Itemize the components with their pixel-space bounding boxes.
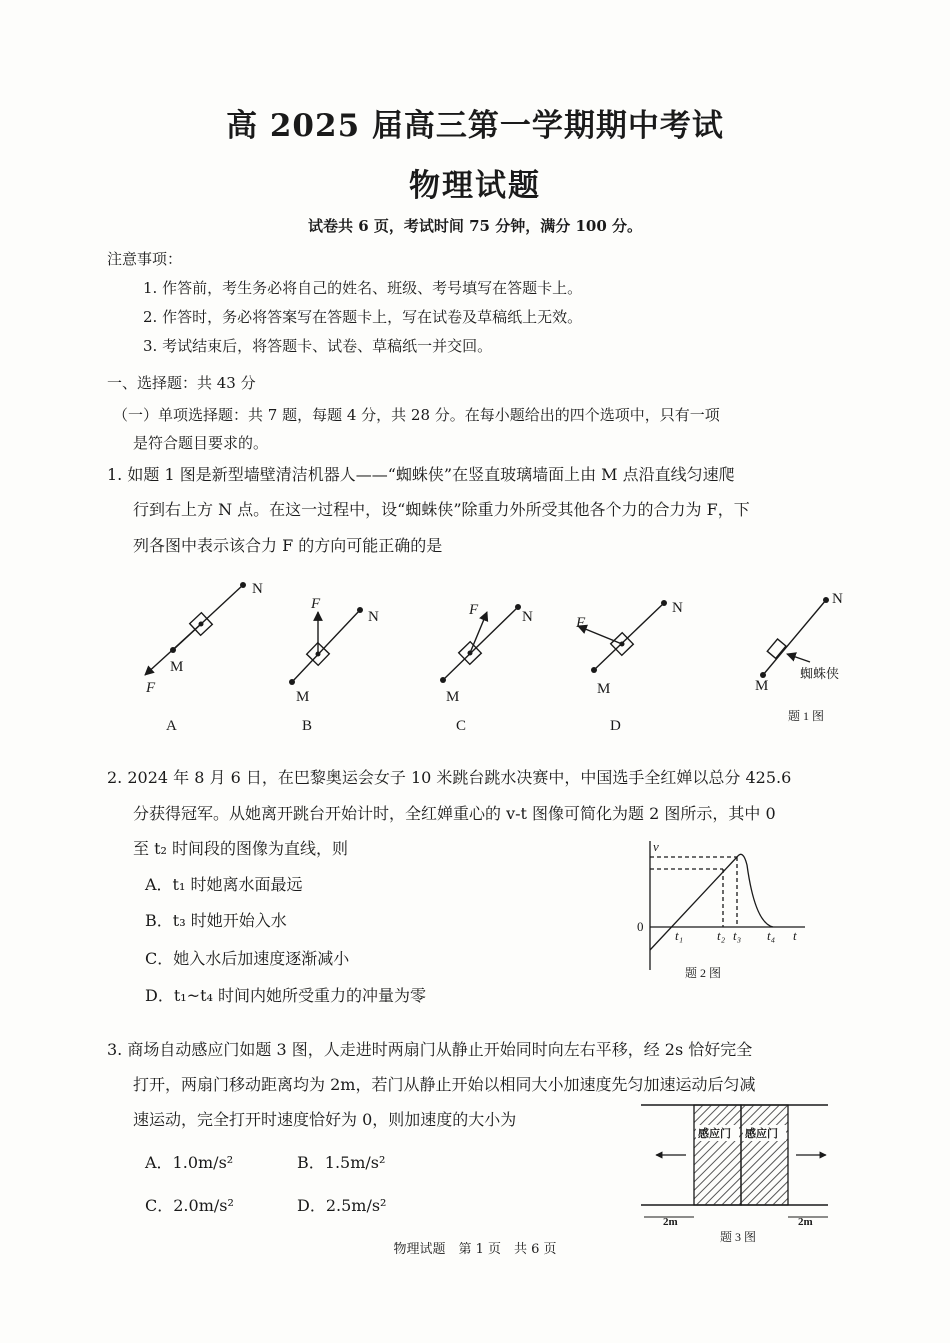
- subject-title: 物理试题: [409, 168, 541, 204]
- q3-option-c: C．2.0m/s²: [145, 1196, 234, 1215]
- q3-door-figure: [636, 1095, 836, 1245]
- page-footer: 物理试题 第 1 页 共 6 页: [393, 1242, 557, 1257]
- notes-heading: 注意事项：: [107, 250, 183, 268]
- section-subheading: （一）单项选择题：共 7 题，每题 4 分，共 28 分。在每小题给出的四个选项中，只有一项: [113, 406, 720, 424]
- q3-text-line: 速运动，完全打开时速度恰好为 0，则加速度的大小为: [133, 1110, 517, 1129]
- figure-1-caption: 题 1 图: [788, 709, 825, 723]
- label-n: N: [368, 609, 379, 625]
- axis-v: v: [653, 839, 659, 854]
- option-b: B: [302, 718, 313, 734]
- right-distance: 2m: [798, 1216, 813, 1228]
- figure-3-caption: 题 3 图: [720, 1230, 757, 1244]
- q1-figures: [0, 570, 950, 740]
- tick-t2: t₂: [717, 928, 726, 943]
- right-door-label: 感应门: [745, 1128, 778, 1140]
- q3-text-line: 打开，两扇门移动距离均为 2m，若门从静止开始以相同大小加速度先匀加速运动后匀减: [133, 1075, 756, 1094]
- q1-text-line: 行到右上方 N 点。在这一过程中，设“蜘蛛侠”除重力外所受其他各个力的合力为 F，下: [133, 500, 750, 519]
- label-m: M: [755, 678, 769, 694]
- figure-1: [763, 600, 826, 675]
- figure-b: [292, 610, 360, 682]
- label-f: F: [311, 596, 321, 612]
- exam-info: 试卷共 6 页，考试时间 75 分钟，满分 100 分。: [308, 217, 642, 235]
- exam-title: 高 2025 届高三第一学期期中考试: [226, 108, 724, 144]
- figure-a: [145, 585, 243, 675]
- figure-d: [578, 603, 664, 670]
- axis-t: t: [793, 928, 797, 943]
- label-spider: 蜘蛛侠: [800, 666, 840, 681]
- tick-t1: t₁: [675, 928, 684, 943]
- option-a: A: [166, 718, 177, 734]
- label-n: N: [252, 581, 263, 597]
- tick-t3: t₃: [733, 928, 742, 943]
- label-m: M: [597, 681, 611, 697]
- q2-option-a: A．t₁ 时她离水面最远: [145, 875, 303, 894]
- figure-2-caption: 题 2 图: [685, 966, 722, 980]
- q3-option-d: D．2.5m/s²: [297, 1196, 387, 1215]
- label-m: M: [446, 689, 460, 705]
- note-item: 1. 作答前，考生务必将自己的姓名、班级、考号填写在答题卡上。: [143, 279, 583, 297]
- q3-text-line: 3. 商场自动感应门如题 3 图，人走进时两扇门从静止开始同时向左右平移，经 2s 恰好完全: [107, 1040, 753, 1059]
- q2-option-b: B．t₃ 时她开始入水: [145, 911, 287, 930]
- q2-text-line: 2. 2024 年 8 月 6 日，在巴黎奥运会女子 10 米跳台跳水决赛中，中国选手全红婵以总分 425.6: [107, 768, 792, 787]
- q1-text-line: 列各图中表示该合力 F 的方向可能正确的是: [133, 536, 443, 555]
- option-c: C: [456, 718, 467, 734]
- label-n: N: [672, 600, 683, 616]
- label-f: F: [576, 615, 586, 631]
- note-item: 3. 考试结束后，将答题卡、试卷、草稿纸一并交回。: [143, 337, 493, 355]
- label-n: N: [832, 591, 843, 607]
- label-m: M: [170, 659, 184, 675]
- left-door-label: 感应门: [698, 1128, 731, 1140]
- left-distance: 2m: [663, 1216, 678, 1228]
- q1-text-line: 1. 如题 1 图是新型墙壁清洁机器人——“蜘蛛侠”在竖直玻璃墙面上由 M 点沿直线匀速爬: [107, 465, 735, 484]
- section-subheading-cont: 是符合题目要求的。: [133, 434, 269, 452]
- q2-vt-graph: [625, 835, 825, 985]
- q2-option-d: D．t₁~t₄ 时间内她所受重力的冲量为零: [145, 986, 427, 1005]
- q2-text-line: 分获得冠军。从她离开跳台开始计时，全红婵重心的 v-t 图像可简化为题 2 图所示，其中 0: [133, 804, 776, 823]
- note-item: 2. 作答时，务必将答案写在答题卡上，写在试卷及草稿纸上无效。: [143, 308, 583, 326]
- label-f: F: [146, 680, 156, 696]
- option-d: D: [610, 718, 621, 734]
- q2-option-c: C．她入水后加速度逐渐减小: [145, 949, 350, 968]
- label-m: M: [296, 689, 310, 705]
- figure-c: [443, 607, 518, 680]
- right-door: [741, 1105, 788, 1205]
- tick-t4: t₄: [767, 928, 776, 943]
- label-n: N: [522, 609, 533, 625]
- left-door: [694, 1105, 741, 1205]
- section-heading: 一、选择题：共 43 分: [107, 374, 256, 392]
- label-f: F: [469, 602, 479, 618]
- q3-option-a: A．1.0m/s²: [145, 1153, 234, 1172]
- axis-origin: 0: [637, 919, 644, 934]
- q2-text-line: 至 t₂ 时间段的图像为直线，则: [133, 839, 349, 858]
- q3-option-b: B．1.5m/s²: [297, 1153, 386, 1172]
